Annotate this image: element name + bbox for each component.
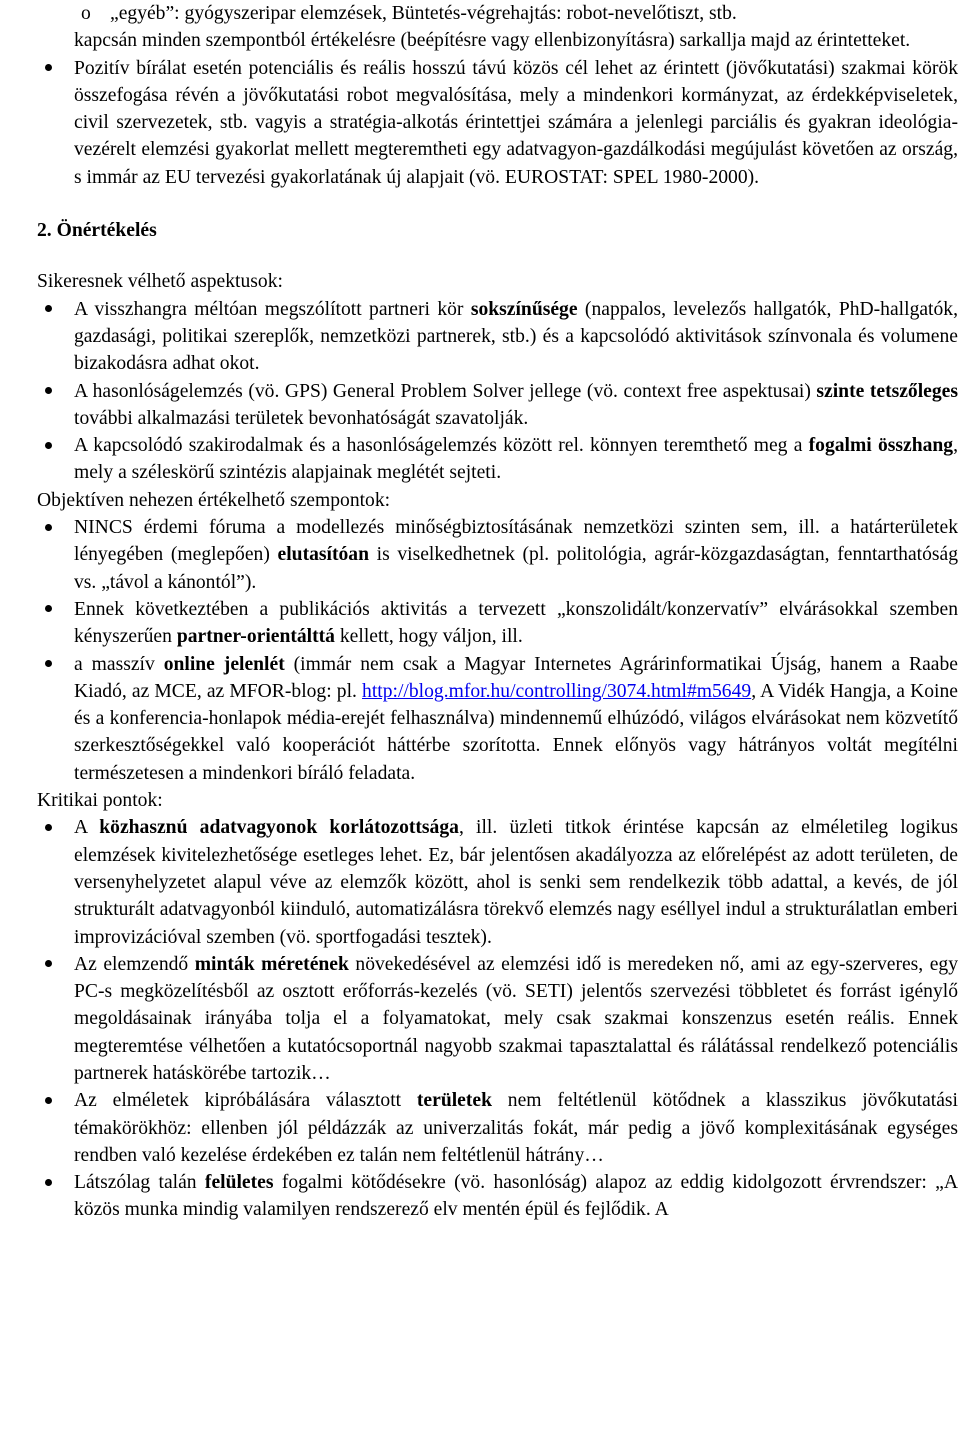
bullet-icon <box>37 651 59 678</box>
list-item-positive <box>37 55 958 191</box>
list-item: A kapcsolódó szakirodalmak és a hasonlóságelemzés között rel. könnyen teremthető meg a fogalmi összhang, mely a széleskörű szintézis alapjainak meglétét sejteti. <box>37 432 958 487</box>
list-item: Az elemzendő minták méretének növekedésével az elemzési idő is meredeken nő, ami az egy-szerveres, egy PC-s megközelítésből az osztott erőforrás-kezelés (vö. SETI) jelentős szervezési többletet és forrást igénylő megoldásainak irányába tolja el a folyamatokat, mely csak szakmai konszenzus esetén reális. Ennek megteremtése vélhetően a kutatócsoportnál nagyobb szakmai tapasztalattal és rálátással rendelkező potenciális partnerek hatáskörébe tartozik… <box>37 951 958 1087</box>
sub-list-item <box>37 0 958 27</box>
bullet-icon <box>37 814 59 841</box>
success-label: Sikeresnek vélhető aspektusok: <box>37 271 283 293</box>
blog-link[interactable]: http://blog.mfor.hu/controlling/3074.html#m5649 <box>362 680 752 702</box>
continuation-text: kapcsán minden szempontból értékelésre (beépítésre vagy ellenbizonyításra) sarkallja majd az érintetteket. <box>74 30 911 52</box>
list-item: a masszív online jelenlét (immár nem csak a Magyar Internetes Agrárinformatikai Újság, hanem a Raabe Kiadó, az MCE, az MFOR-blog: pl. http://blog.mfor.hu/controlling/3074.html#m5649, A Vidék Hangja, a Koine és a konferencia-honlapok média-erejét felhasználva) mindennemű elhúzódó, világos elvárásokat nem közvetítő szerkesztőségekkel való kooperációt háttérbe szorította. Ennek előnyös vagy hátrányos voltát megítélni természetesen a mindenkori bíráló feladata. <box>37 651 958 787</box>
emphasis: területek <box>416 1090 492 1112</box>
emphasis: online jelenlét <box>163 653 285 675</box>
emphasis: partner-orientálttá <box>176 626 335 648</box>
bullet-icon <box>37 596 59 623</box>
section-heading: 2. Önértékelés <box>37 220 157 242</box>
bullet-icon <box>37 514 59 541</box>
list-item: A hasonlóságelemzés (vö. GPS) General Problem Solver jellege (vö. context free aspektusai) szinte tetszőleges további alkalmazási területek bevonhatóságát szavatolják. <box>37 378 958 433</box>
emphasis: fogalmi összhang <box>808 435 954 457</box>
bullet-icon <box>37 55 59 82</box>
sub-bullet-marker: o <box>81 3 91 24</box>
emphasis: felületes <box>204 1172 274 1194</box>
list-item-text: Pozitív bírálat esetén potenciális és reális hosszú távú közös cél lehet az érintett (jövőkutatási) szakmai körök összefogása révén a jövőkutatási robot megvalósítása, mely a mindenkori kormányzat, az érdekképviseletek, civil szervezetek, stb. vagyis a stratégia-alkotás érintettjei számára a jelenlegi parciális és gyakran ideológia-vezérelt elemzési gyakorlat mellett megteremtheti egy adatvagyon-gazdálkodási megújulást követően az ország, s immár az EU tervezési gyakorlatának új alapjait (vö. EUROSTAT: SPEL 1980-2000). <box>74 57 958 188</box>
emphasis: minták méretének <box>194 953 349 975</box>
document-page <box>37 0 958 1224</box>
list-item: Látszólag talán felületes fogalmi kötődésekre (vö. hasonlóság) alapoz az eddig kidolgozott érvrendszer: „A közös munka mindig valamilyen rendszerező elv mentén épül és fejlődik. A <box>37 1169 958 1224</box>
list-item: A visszhangra méltóan megszólított partneri kör sokszínűsége (nappalos, levelezős hallgatók, PhD-hallgatók, gazdasági, politikai szereplők, nemzetközi partnerek, stb.) és a kapcsolódó aktivitások színvonala és volumene bizakodásra adhat okot. <box>37 296 958 378</box>
list-item: A közhasznú adatvagyonok korlátozottsága, ill. üzleti titkok érintése kapcsán az elméletileg logikus elemzések kivitelezhetősége esetleges lehet. Ez, bár jelentősen akadályozza az előrelépést az adott területen, de versenyhelyzetet alapul véve az elemzők között, ahol is senki sem rendelkezik több adattal, a kevés, de jól strukturált adatvagyonból kiinduló, automatizálásra törekvő elemzés nagy eséllyel indul a strukturálatlan emberi improvizációval szemben (vö. sportfogadási tesztek). <box>37 814 958 950</box>
emphasis: elutasítóan <box>277 544 369 566</box>
emphasis: közhasznú adatvagyonok korlátozottsága <box>99 817 459 839</box>
sub-bullet-text: „egyéb”: gyógyszeripar elemzések, Büntetés-végrehajtás: robot-nevelőtiszt, stb. <box>110 3 737 24</box>
list-item: Ennek következtében a publikációs aktivitás a tervezett „konszolidált/konzervatív” elvárásokkal szemben kényszerűen partner-orientálttá kellett, hogy váljon, ill. <box>37 596 958 651</box>
bullet-icon <box>37 432 59 459</box>
emphasis: szinte tetszőleges <box>816 380 958 402</box>
list-item: Az elméletek kipróbálására választott területek nem feltétlenül kötődnek a klasszikus jövőkutatási témakörökhöz: ellenben jól példázzák az univerzalitás fokát, már pedig a jövő komplexitásának egységes rendben való kezelése érdekében ez talán nem feltétlenül hátrány… <box>37 1087 958 1169</box>
bullet-icon <box>37 378 59 405</box>
objective-label: Objektíven nehezen értékelhető szempontok: <box>37 489 391 511</box>
bullet-icon <box>37 1087 59 1114</box>
list-item: NINCS érdemi fóruma a modellezés minőségbiztosításának nemzetközi szinten sem, ill. a határterületek lényegében (meglepően) elutasítóan is viselkedhetnek (pl. politológia, agrár-közgazdaságtan, fenntarthatóság vs. „távol a kánontól”). <box>37 514 958 596</box>
critical-label: Kritikai pontok: <box>37 790 163 812</box>
bullet-icon <box>37 951 59 978</box>
emphasis: sokszínűsége <box>470 298 578 320</box>
bullet-icon <box>37 1169 59 1196</box>
bullet-icon <box>37 296 59 323</box>
